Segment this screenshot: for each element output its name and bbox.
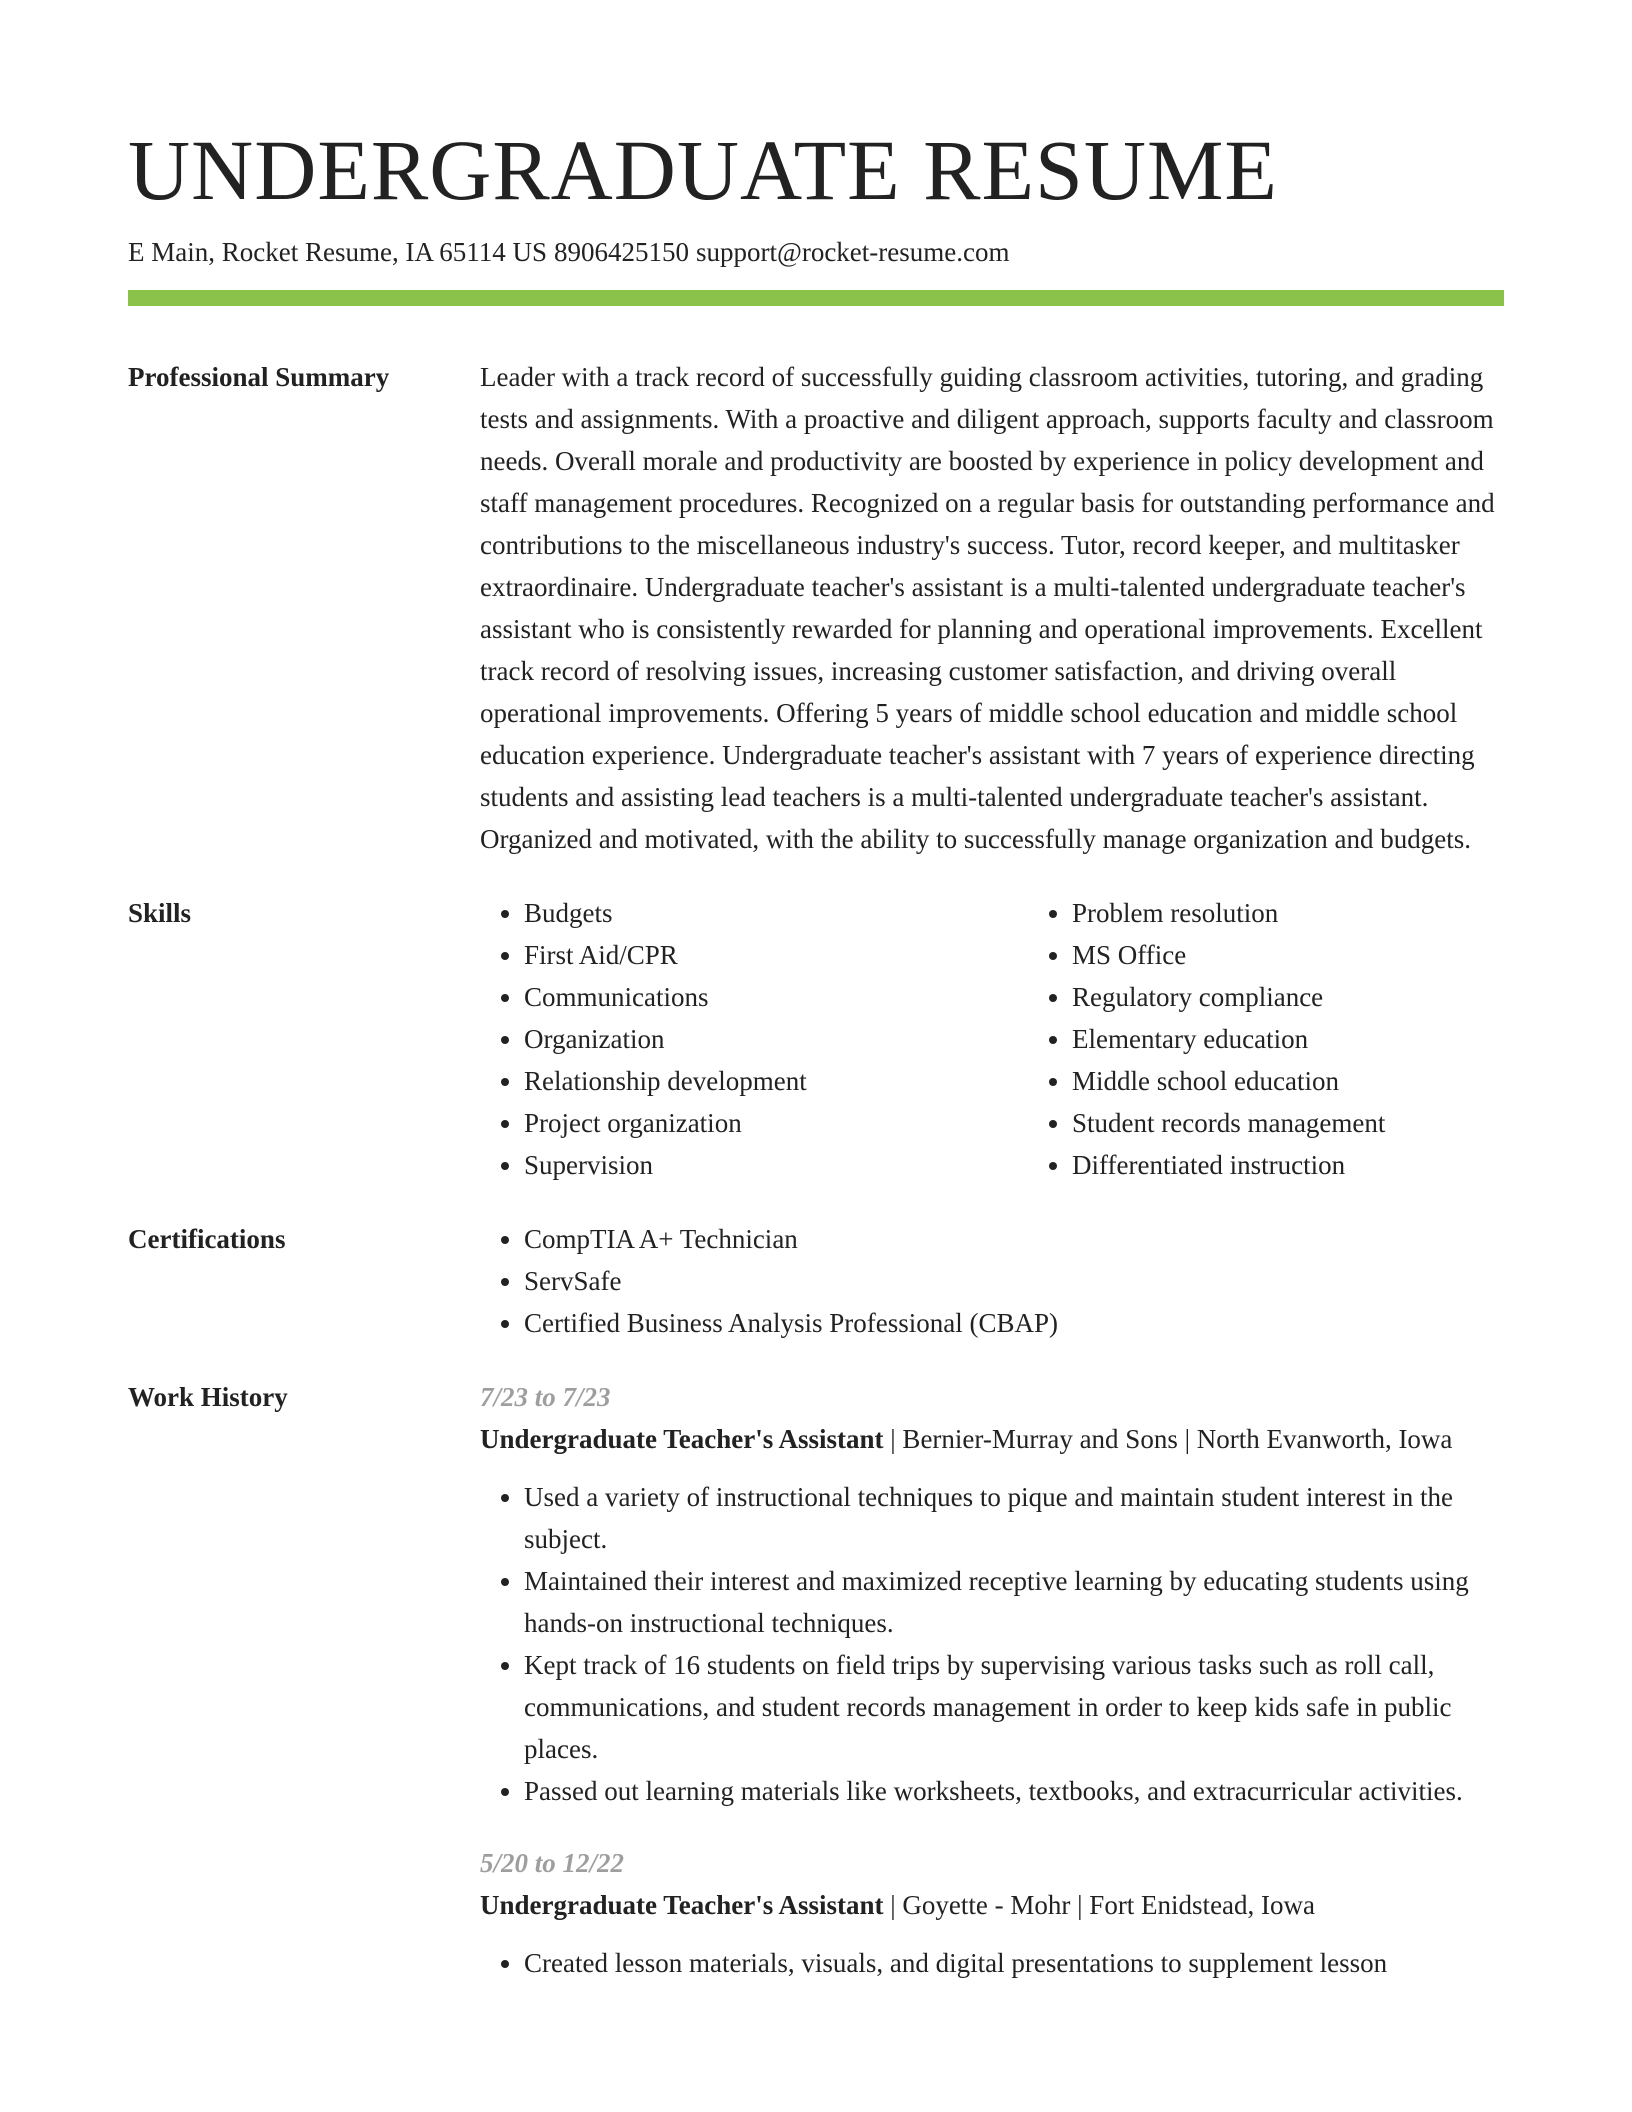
skill-item: • Elementary education: [1072, 1018, 1576, 1060]
contact-email: support@rocket-resume.com: [695, 237, 1010, 267]
skill-item: • Organization: [524, 1018, 1028, 1060]
certifications-section: [128, 1218, 1504, 1344]
job-title: Undergraduate Teacher's Assistant: [480, 1890, 884, 1920]
summary-text: Leader with a track record of successfully guiding classroom activities, tutoring, and grading tests and assignments. With a proactive and diligent approach, supports faculty and classroom needs. Overall morale and productivity are boosted by experience in policy development and staff management procedures. Recognized on a regular basis for outstanding performance and contributions to the miscellaneous industry's success. Tutor, record keeper, and multitasker extraordinaire. Undergraduate teacher's assistant is a multi-talented undergraduate teacher's assistant who is consistently rewarded for planning and operational improvements. Excellent track record of resolving issues, increasing customer satisfaction, and driving overall operational improvements. Offering 5 years of middle school education and middle school education experience. Undergraduate teacher's assistant with 7 years of experience directing students and assisting lead teachers is a multi-talented undergraduate teacher's assistant. Organized and motivated, with the ability to successfully manage organization and budgets.: [480, 362, 1495, 854]
skill-item: • Relationship development: [524, 1060, 1028, 1102]
certification-item: • ServSafe: [524, 1260, 1504, 1302]
skill-item: • MS Office: [1072, 934, 1576, 976]
job-entry: [480, 1842, 1504, 1984]
work-history-section: [128, 1376, 1504, 1984]
contact-line: [128, 234, 1504, 270]
skills-list-left: [480, 892, 1028, 1186]
certification-item: • CompTIA A+ Technician: [524, 1218, 1504, 1260]
work-history-heading: Work History: [128, 1382, 288, 1412]
skills-section: [128, 892, 1504, 1186]
resume-title: UNDERGRADUATE RESUME: [128, 122, 1278, 218]
job-dates: 7/23 to 7/23: [480, 1382, 611, 1412]
job-details: | Goyette - Mohr | Fort Enidstead, Iowa: [883, 1890, 1316, 1920]
skill-item: • Project organization: [524, 1102, 1028, 1144]
job-bullet: • Kept track of 16 students on field trips by supervising various tasks such as roll call, communications, and student records management in order to keep kids safe in public places.: [524, 1644, 1504, 1770]
job-bullet: • Created lesson materials, visuals, and digital presentations to supplement lesson: [524, 1942, 1504, 1984]
skill-item: • Differentiated instruction: [1072, 1144, 1576, 1186]
skill-item: • Communications: [524, 976, 1028, 1018]
skill-item: • Regulatory compliance: [1072, 976, 1576, 1018]
skill-item: • Middle school education: [1072, 1060, 1576, 1102]
contact-phone: 8906425150: [553, 237, 689, 267]
certification-item: • Certified Business Analysis Professional (CBAP): [524, 1302, 1504, 1344]
skill-item: • Problem resolution: [1072, 892, 1576, 934]
skills-list-right: [1028, 892, 1576, 1186]
job-dates: 5/20 to 12/22: [480, 1848, 625, 1878]
header-divider: [128, 290, 1504, 306]
certifications-heading: Certifications: [128, 1224, 286, 1254]
skill-item: • Budgets: [524, 892, 1028, 934]
job-bullet: • Passed out learning materials like worksheets, textbooks, and extracurricular activities.: [524, 1770, 1504, 1812]
skill-item: • First Aid/CPR: [524, 934, 1028, 976]
contact-address: E Main, Rocket Resume, IA 65114 US: [128, 237, 547, 267]
skills-heading: Skills: [128, 898, 192, 928]
job-entry: [480, 1376, 1504, 1812]
summary-section: [128, 356, 1504, 860]
certifications-list: [480, 1218, 1504, 1344]
job-bullets: [480, 1942, 1504, 1984]
job-details: | Bernier-Murray and Sons | North Evanworth, Iowa: [883, 1424, 1453, 1454]
skill-item: • Supervision: [524, 1144, 1028, 1186]
job-title: Undergraduate Teacher's Assistant: [480, 1424, 884, 1454]
skill-item: • Student records management: [1072, 1102, 1576, 1144]
job-heading: [480, 1884, 1504, 1926]
job-bullets: [480, 1476, 1504, 1812]
job-bullet: • Used a variety of instructional techniques to pique and maintain student interest in the subject.: [524, 1476, 1504, 1560]
job-bullet: • Maintained their interest and maximized receptive learning by educating students using hands-on instructional techniques.: [524, 1560, 1504, 1644]
resume-page: [128, 0, 1504, 1984]
job-heading: [480, 1418, 1504, 1460]
summary-heading: Professional Summary: [128, 362, 390, 392]
